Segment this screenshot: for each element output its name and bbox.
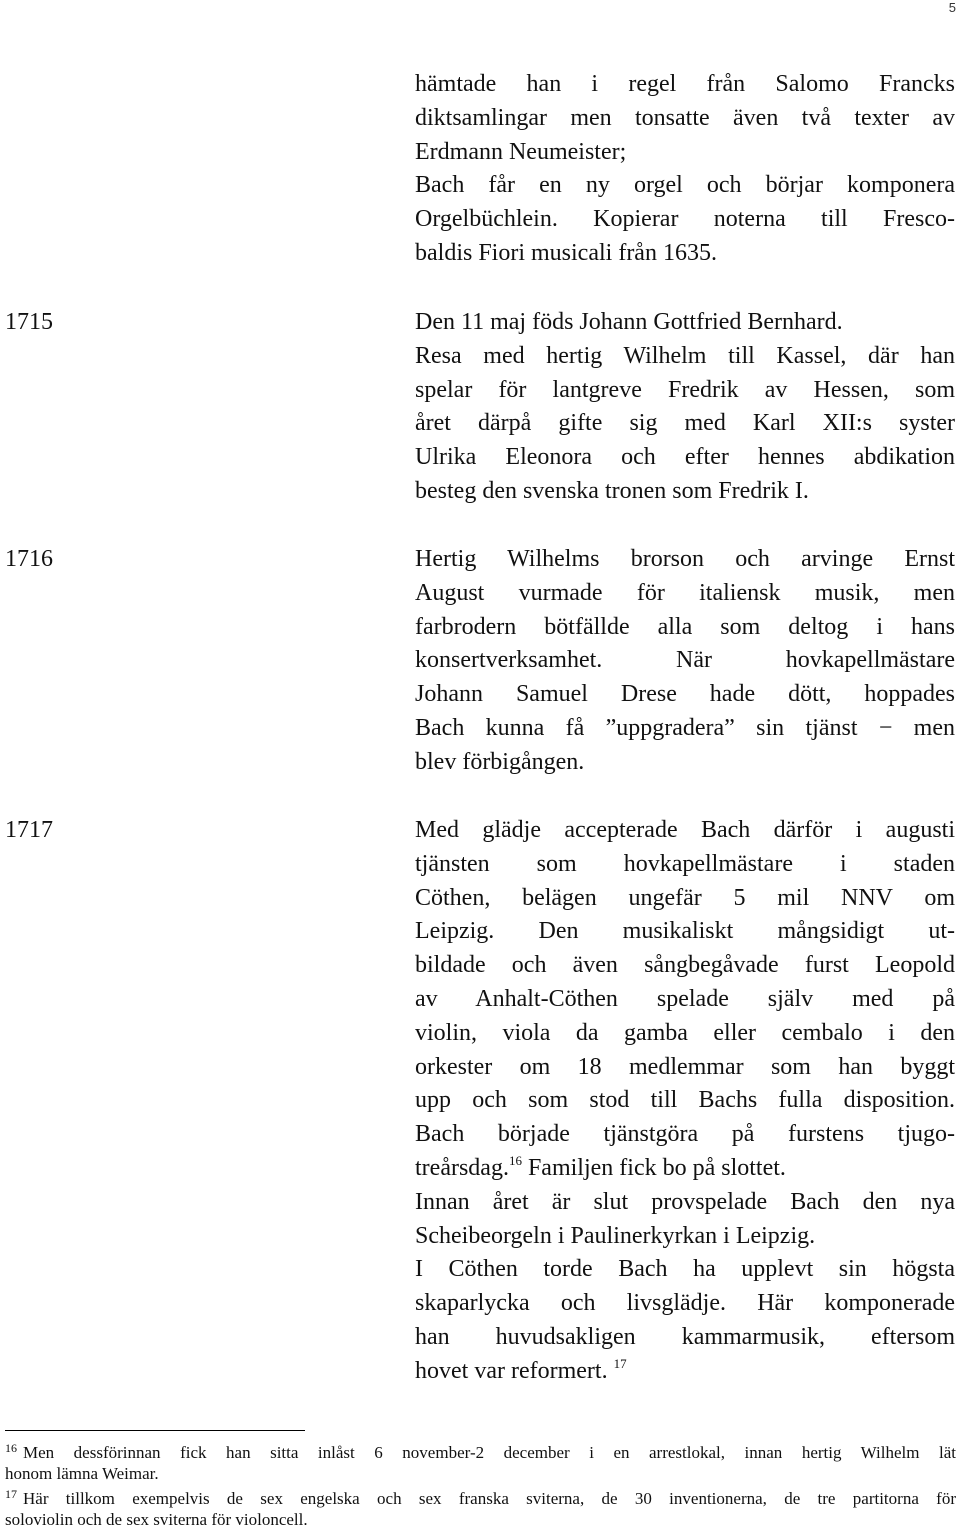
text-line: Ulrika Eleonora och efter hennes abdikation — [415, 444, 955, 471]
text-line: besteg den svenska tronen som Fredrik I. — [415, 477, 809, 504]
text-line: blev förbigången. — [415, 748, 585, 775]
text-line: hämtade han i regel från Salomo Francks — [415, 71, 955, 97]
text-line: Den 11 maj föds Johann Gottfried Bernhard. — [415, 309, 843, 335]
page-number: 5 — [948, 0, 956, 15]
text-line: året därpå gifte sig med Karl XII:s syster — [415, 410, 955, 437]
text-line: Resa med hertig Wilhelm till Kassel, där han — [415, 342, 955, 369]
text-line: farbrodern bötfällde alla som deltog i hans — [415, 613, 955, 640]
intro-paragraph — [415, 68, 955, 271]
footnote-text: Men dessförinnan fick han sitta inlåst 6 november-2 december i en arrestlokal, innan hertig Wilhelm lät — [23, 1443, 956, 1462]
text-line: Bach får en ny orgel och börjar komponera — [415, 172, 955, 199]
text-line — [415, 1355, 955, 1389]
entry-1716-text — [415, 543, 955, 780]
text-line: Innan året är slut provspelade Bach den nya — [415, 1188, 955, 1215]
footnote-separator — [5, 1430, 305, 1431]
text-line: upp och som stod till Bachs fulla disposition. — [415, 1087, 955, 1114]
footnote-line — [5, 1442, 956, 1463]
text-line: Med glädje accepterade Bach därför i augusti — [415, 817, 955, 843]
year-label-1716: 1716 — [5, 546, 53, 572]
text-line: Scheibeorgeln i Paulinerkyrkan i Leipzig. — [415, 1222, 816, 1249]
text-line: violin, viola da gamba eller cembalo i den — [415, 1019, 955, 1046]
text-line: bildade och även sångbegåvade furst Leopold — [415, 952, 955, 979]
text-line: konsertverksamhet. När hovkapellmästare — [415, 647, 955, 674]
text-line — [415, 1152, 955, 1186]
footnotes — [5, 1442, 956, 1534]
footnote-number: 16 — [5, 1441, 17, 1455]
entry-1715-text — [415, 306, 955, 509]
footnote-17 — [5, 1488, 956, 1530]
text-fragment: treårsdag. — [415, 1154, 509, 1181]
text-line: Erdmann Neumeister; — [415, 138, 627, 165]
text-line: tjänsten som hovkapellmästare i staden — [415, 850, 955, 877]
entry-1717-text — [415, 814, 955, 1389]
footnote-line — [5, 1488, 956, 1509]
text-line: Orgelbüchlein. Kopierar noterna till Fresco- — [415, 206, 955, 233]
text-line: av Anhalt-Cöthen spelade själv med på — [415, 985, 955, 1012]
text-line: Johann Samuel Drese hade dött, hoppades — [415, 681, 955, 708]
footnote-line: soloviolin och de sex sviterna för violoncell. — [5, 1510, 308, 1529]
text-fragment: Familjen fick bo på slottet. — [521, 1154, 786, 1181]
text-fragment: hovet var reformert. — [415, 1357, 608, 1384]
text-line: August vurmade för italiensk musik, men — [415, 579, 955, 606]
text-line: Cöthen, belägen ungefär 5 mil NNV om — [415, 884, 955, 911]
year-label-1715: 1715 — [5, 309, 53, 335]
text-line: Bach kunna få ”uppgradera” sin tjänst − men — [415, 714, 955, 741]
year-label-1717: 1717 — [5, 817, 53, 843]
text-line: Bach började tjänstgöra på furstens tjugo- — [415, 1121, 955, 1148]
text-line: baldis Fiori musicali från 1635. — [415, 239, 717, 266]
text-line: diktsamlingar men tonsatte även två texter av — [415, 104, 955, 131]
text-line: Leipzig. Den musikaliskt mångsidigt ut- — [415, 918, 955, 945]
footnote-number: 17 — [5, 1487, 17, 1501]
footnote-text: Här tillkom exempelvis de sex engelska och sex franska sviterna, de 30 inventionerna, de tre partitorna för — [23, 1489, 956, 1508]
footnote-ref-16[interactable]: 16 — [508, 1152, 522, 1168]
text-line: spelar för lantgreve Fredrik av Hessen, som — [415, 376, 955, 403]
footnote-ref-17[interactable]: 17 — [613, 1355, 627, 1371]
text-line: orkester om 18 medlemmar som han byggt — [415, 1053, 955, 1080]
footnote-16 — [5, 1442, 956, 1484]
footnote-line: honom lämna Weimar. — [5, 1464, 159, 1483]
text-line: I Cöthen torde Bach ha upplevt sin högsta — [415, 1256, 955, 1283]
text-line: skaparlycka och livsglädje. Här komponerade — [415, 1290, 955, 1317]
text-line: han huvudsakligen kammarmusik, eftersom — [415, 1323, 955, 1350]
text-line: Hertig Wilhelms brorson och arvinge Ernst — [415, 546, 955, 572]
